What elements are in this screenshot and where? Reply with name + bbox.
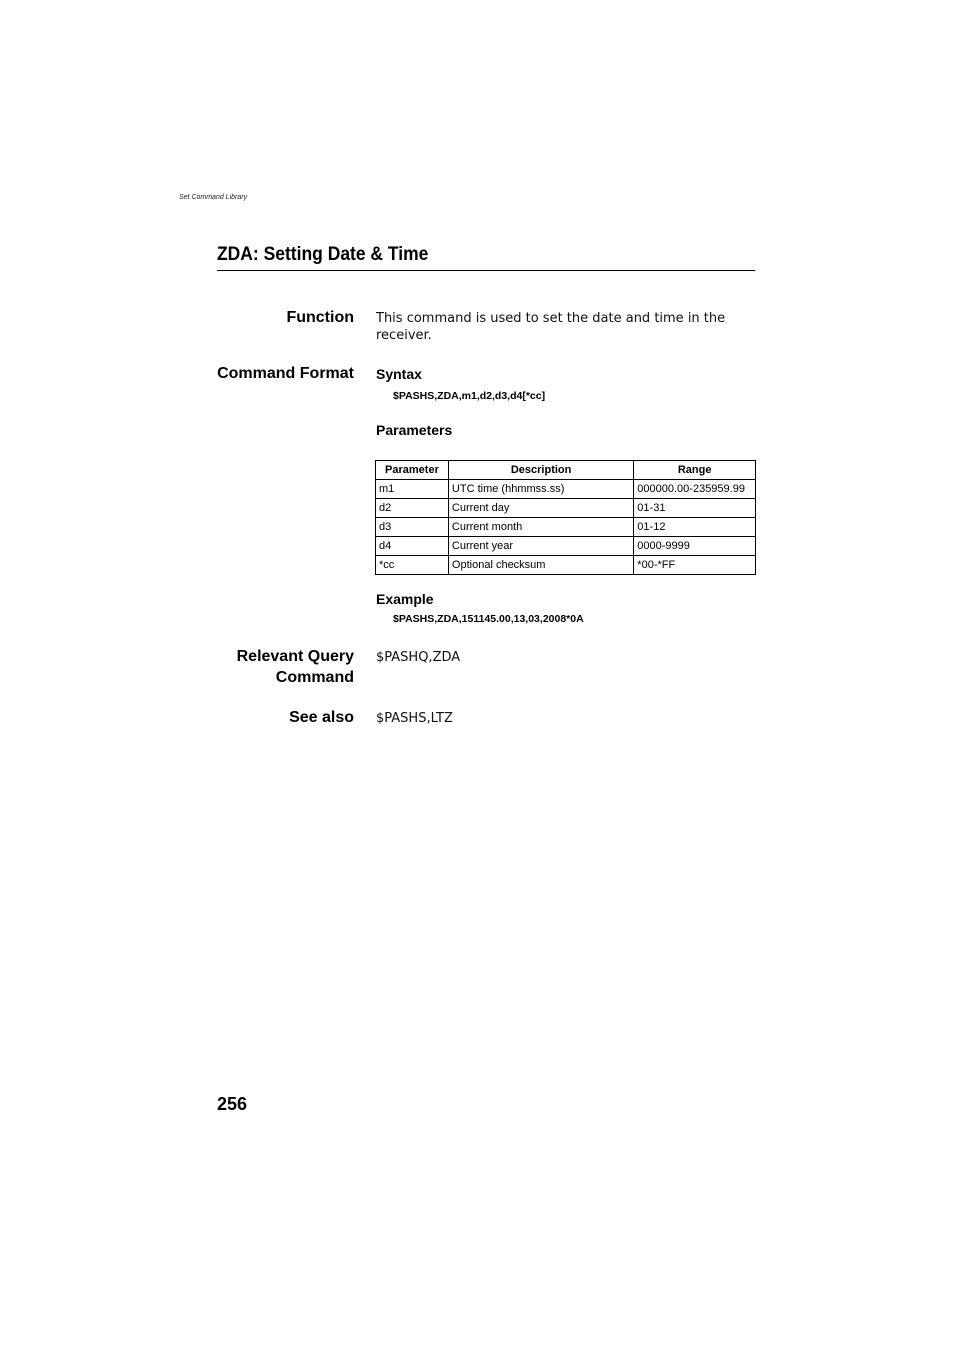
table-cell: 01-31 xyxy=(634,499,756,518)
relevant-query-label xyxy=(237,646,354,688)
command-format-label: Command Format xyxy=(217,365,354,382)
table-cell: 01-12 xyxy=(634,518,756,537)
relevant-query-label-line2: Command xyxy=(275,669,354,686)
column-header-description: Description xyxy=(448,461,633,480)
table-cell: 0000-9999 xyxy=(634,537,756,556)
table-cell: Current year xyxy=(448,537,633,556)
syntax-heading: Syntax xyxy=(376,366,422,382)
table-row xyxy=(376,537,756,556)
function-label: Function xyxy=(286,309,354,326)
table-cell: m1 xyxy=(376,480,449,499)
table-cell: *00-*FF xyxy=(634,556,756,575)
see-also-value: $PASHS,LTZ xyxy=(376,711,453,726)
table-cell: 000000.00-235959.99 xyxy=(634,480,756,499)
table-row xyxy=(376,556,756,575)
table-row xyxy=(376,518,756,537)
function-description xyxy=(376,310,725,344)
relevant-query-value: $PASHQ,ZDA xyxy=(376,650,461,665)
table-row xyxy=(376,499,756,518)
table-cell: d3 xyxy=(376,518,449,537)
column-header-parameter: Parameter xyxy=(376,461,449,480)
example-code: $PASHS,ZDA,151145.00,13,03,2008*0A xyxy=(393,613,584,625)
running-header: Set Command Library xyxy=(179,194,248,201)
column-header-range: Range xyxy=(634,461,756,480)
see-also-label: See also xyxy=(289,709,354,726)
table-cell: Optional checksum xyxy=(448,556,633,575)
table-cell: UTC time (hhmmss.ss) xyxy=(448,480,633,499)
example-heading: Example xyxy=(376,591,434,607)
function-text-line1: This command is used to set the date and time in the xyxy=(376,311,726,326)
page-number: 256 xyxy=(217,1094,248,1114)
table-cell: *cc xyxy=(376,556,449,575)
table-cell: d4 xyxy=(376,537,449,556)
function-text-line2: receiver. xyxy=(376,328,432,343)
table-cell: d2 xyxy=(376,499,449,518)
table-cell: Current day xyxy=(448,499,633,518)
page-title: ZDA: Setting Date & Time xyxy=(217,244,755,271)
table-row xyxy=(376,480,756,499)
table-header-row xyxy=(376,461,756,480)
relevant-query-label-line1: Relevant Query xyxy=(236,648,354,665)
parameters-heading: Parameters xyxy=(376,422,453,438)
syntax-code: $PASHS,ZDA,m1,d2,d3,d4[*cc] xyxy=(393,390,546,402)
parameters-table xyxy=(375,460,756,575)
table-cell: Current month xyxy=(448,518,633,537)
